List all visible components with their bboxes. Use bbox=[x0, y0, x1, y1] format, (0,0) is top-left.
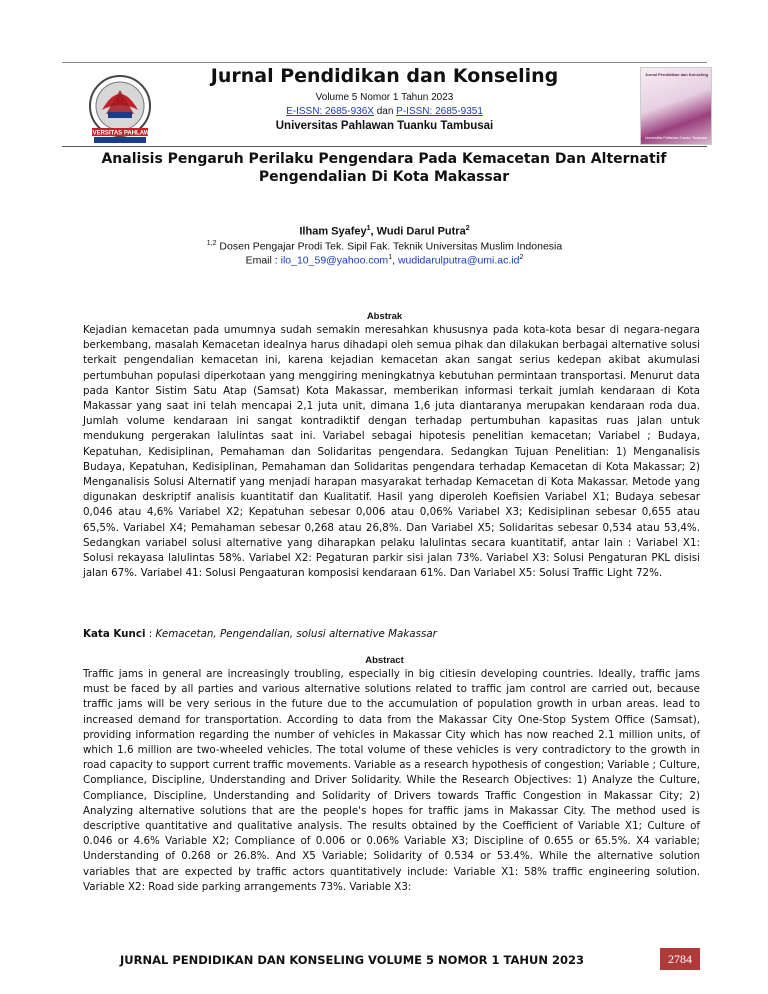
page-footer: JURNAL PENDIDIKAN DAN KONSELING VOLUME 5 NOMOR 1 TAHUN 2023 bbox=[120, 953, 584, 967]
keywords-separator: : bbox=[145, 628, 156, 640]
keywords bbox=[83, 628, 700, 640]
affiliation-sup: 1,2 bbox=[206, 240, 217, 247]
issn-separator: dan bbox=[373, 106, 397, 117]
abstract-text: Traffic jams in general are increasingly troubling, especially in big citiesin developing countries. Ideally, traffic jams must be faced by all parties and various alternative solutions related to traffic jam control are carried out, because traffic jams will be very serious in the future due to the accumulation of population growth in urban areas. lead to increased demand for transportation. According to data from the Makassar City One-Stop System Office (Samsat), providing information regarding the number of vehicles in Makassar City which has now reached 2.1 million units, of which 1.6 million are two-wheeled vehicles. The total volume of these vehicles is very contradictory to the growth in road capacity to support current traffic movements. Variable as a research hypothesis of congestion; Variable ; Culture, Compliance, Discipline, Understanding and Driver Solidarity. While the Research Objectives: 1) Analyze the Culture, Compliance, Discipline, Understanding and Solidarity of Drivers towards Traffic Congestion in Makassar City; 2) Analyzing alternative solutions that are the people's hopes for traffic jams in Makassar City. The method used is descriptive quantitative and qualitative analysis. The results obtained by the Coefficient of Variable X1; Culture of 0.046 or 4.6% Variable X2; Compliance of 0.006 or 0.06% Variable X3; Discipline of 0.655 or 65.5%. X4 variable; Understanding of 0.268 or 26.8%. And X5 Variable; Solidarity of 0.534 or 53.4%. While the alternative solution variables that are expected by traffic actors quantitatively include: Variable X1: 58% traffic engineering solution. Variable X2: Road side parking arrangements 73%. Variable X3: bbox=[83, 668, 700, 893]
volume-line: Volume 5 Nomor 1 Tahun 2023 bbox=[315, 92, 454, 103]
email-1[interactable]: ilo_10_59@yahoo.com bbox=[280, 254, 389, 267]
affiliation-text: Dosen Pengajar Prodi Tek. Sipil Fak. Teknik Universitas Muslim Indonesia bbox=[216, 240, 563, 253]
abstract-heading: Abstract bbox=[365, 655, 404, 666]
paper-title bbox=[80, 150, 688, 186]
affiliation bbox=[62, 240, 707, 253]
cover-title: Jurnal Pendidikan dan Konseling bbox=[645, 72, 709, 77]
author-2-sup: 2 bbox=[465, 225, 470, 232]
keywords-text: Kemacetan, Pengendalian, solusi alternative Makassar bbox=[155, 628, 437, 640]
university-name: Universitas Pahlawan Tuanku Tambusai bbox=[275, 120, 494, 132]
journal-title: Jurnal Pendidikan dan Konseling bbox=[210, 65, 559, 87]
journal-header bbox=[62, 63, 707, 155]
abstrak-heading: Abstrak bbox=[366, 311, 403, 322]
abstrak-text: Kejadian kemacetan pada umumnya sudah semakin meresahkan khususnya pada kota-kota besar di negara-negara berkembang, masalah Kemacetan idealnya harus dihadapi oleh semua pihak dan dilakukan berbagai alternative solusi terkait pengendalian kemacetan ini, karena kejadian kemacetan akan sangat serius kedepan akibat akumulasi pertumbuhan populasi diperkotaan yang menggiring meningkatnya kebutuhan permintaan transportasi. Menurut data pada Kantor Sistim Satu Atap (Samsat) Kota Makassar, memberikan informasi terkait jumlah kendaraan di Kota Makassar yang saat ini telah mencapai 2,1 juta unit, dimana 1,6 juta diantaranya merupakan kendaraan roda dua. Jumlah volume kendaraan ini sangat kontradiktif dengan terhadap pertumbuhan kapasitas ruas jalan untuk mendukung pergerakan lalulintas saat ini. Variabel sebagai hipotesis penelitian kemacetan; Variabel ; Budaya, Kepatuhan, Kedisiplinan, Pemahaman dan Solidaritas pengendara. Sedangkan Tujuan Penelitian: 1) Menganalisis Budaya, Kepatuhan, Kedisiplinan, Pemahaman dan Solidaritas pengendara terhadap Kemacetan di Kota Makassar; 2) Menganalisis Solusi Alternatif yang menjadi harapan masyarakat terhadap Kemacetan di Kota Makassar. Metode yang digunakan deskriptif analisis kuantitatif dan Kualitatif. Hasil yang diperoleh Koefisien Variabel X1; Budaya sebesar 0,046 atau 4,6% Variabel X2; Kepatuhan sebesar 0,006 atau 0,06% Variabel X3; Kedisiplinan sebesar 0,655 atau 65,5%. Variabel X4; Pemahaman sebesar 0,268 atau 26,8%. Dan Variabel X5; Solidaritas sebesar 0,534 atau 53,4%. Sedangkan variabel solusi alternative yang diharapkan pelaku lalulintas secara kuantitatif, antar lain : Variabel X1: Solusi rekayasa lalulintas 58%. Variabel X2: Pegaturan parkir sisi jalan 73%. Variabel X3: Solusi Pengaturan PKL disisi jalan 67%. Variabel 41: Solusi Pengaaturan komposisi kendaraan 61%. Dan Variabel X5: Solusi Traffic Light 72%. bbox=[83, 324, 700, 580]
keywords-label: Kata Kunci bbox=[83, 628, 146, 640]
journal-cover-thumbnail bbox=[640, 67, 712, 145]
author-separator: , bbox=[370, 225, 377, 238]
author-2: Wudi Darul Putra bbox=[376, 225, 466, 238]
page-number: 2784 bbox=[660, 948, 700, 970]
email-1-sup: 1 bbox=[388, 254, 393, 261]
author-1-sup: 1 bbox=[366, 225, 371, 232]
eissn-link[interactable]: E-ISSN: 2685-936X bbox=[286, 106, 374, 117]
issn-line bbox=[62, 106, 707, 117]
email-2[interactable]: wudidarulputra@umi.ac.id bbox=[397, 254, 520, 267]
header-bottom-rule bbox=[62, 146, 707, 147]
paper-title-line1: Analisis Pengaruh Perilaku Pengendara Pada Kemacetan Dan Alternatif bbox=[101, 151, 667, 167]
authors bbox=[62, 225, 707, 238]
logo-text: UNIVERSITAS PAHLAWAN bbox=[82, 130, 158, 137]
email-separator: , bbox=[392, 254, 398, 267]
cover-subtitle: Universitas Pahlawan Tuanku Tambusai bbox=[645, 136, 707, 140]
email-label: Email : bbox=[245, 254, 281, 267]
author-1: Ilham Syafey bbox=[299, 225, 367, 238]
pissn-link[interactable]: P-ISSN: 2685-9351 bbox=[396, 106, 483, 117]
email-line bbox=[62, 254, 707, 267]
email-2-sup: 2 bbox=[519, 254, 524, 261]
paper-title-line2: Pengendalian Di Kota Makassar bbox=[258, 169, 510, 185]
